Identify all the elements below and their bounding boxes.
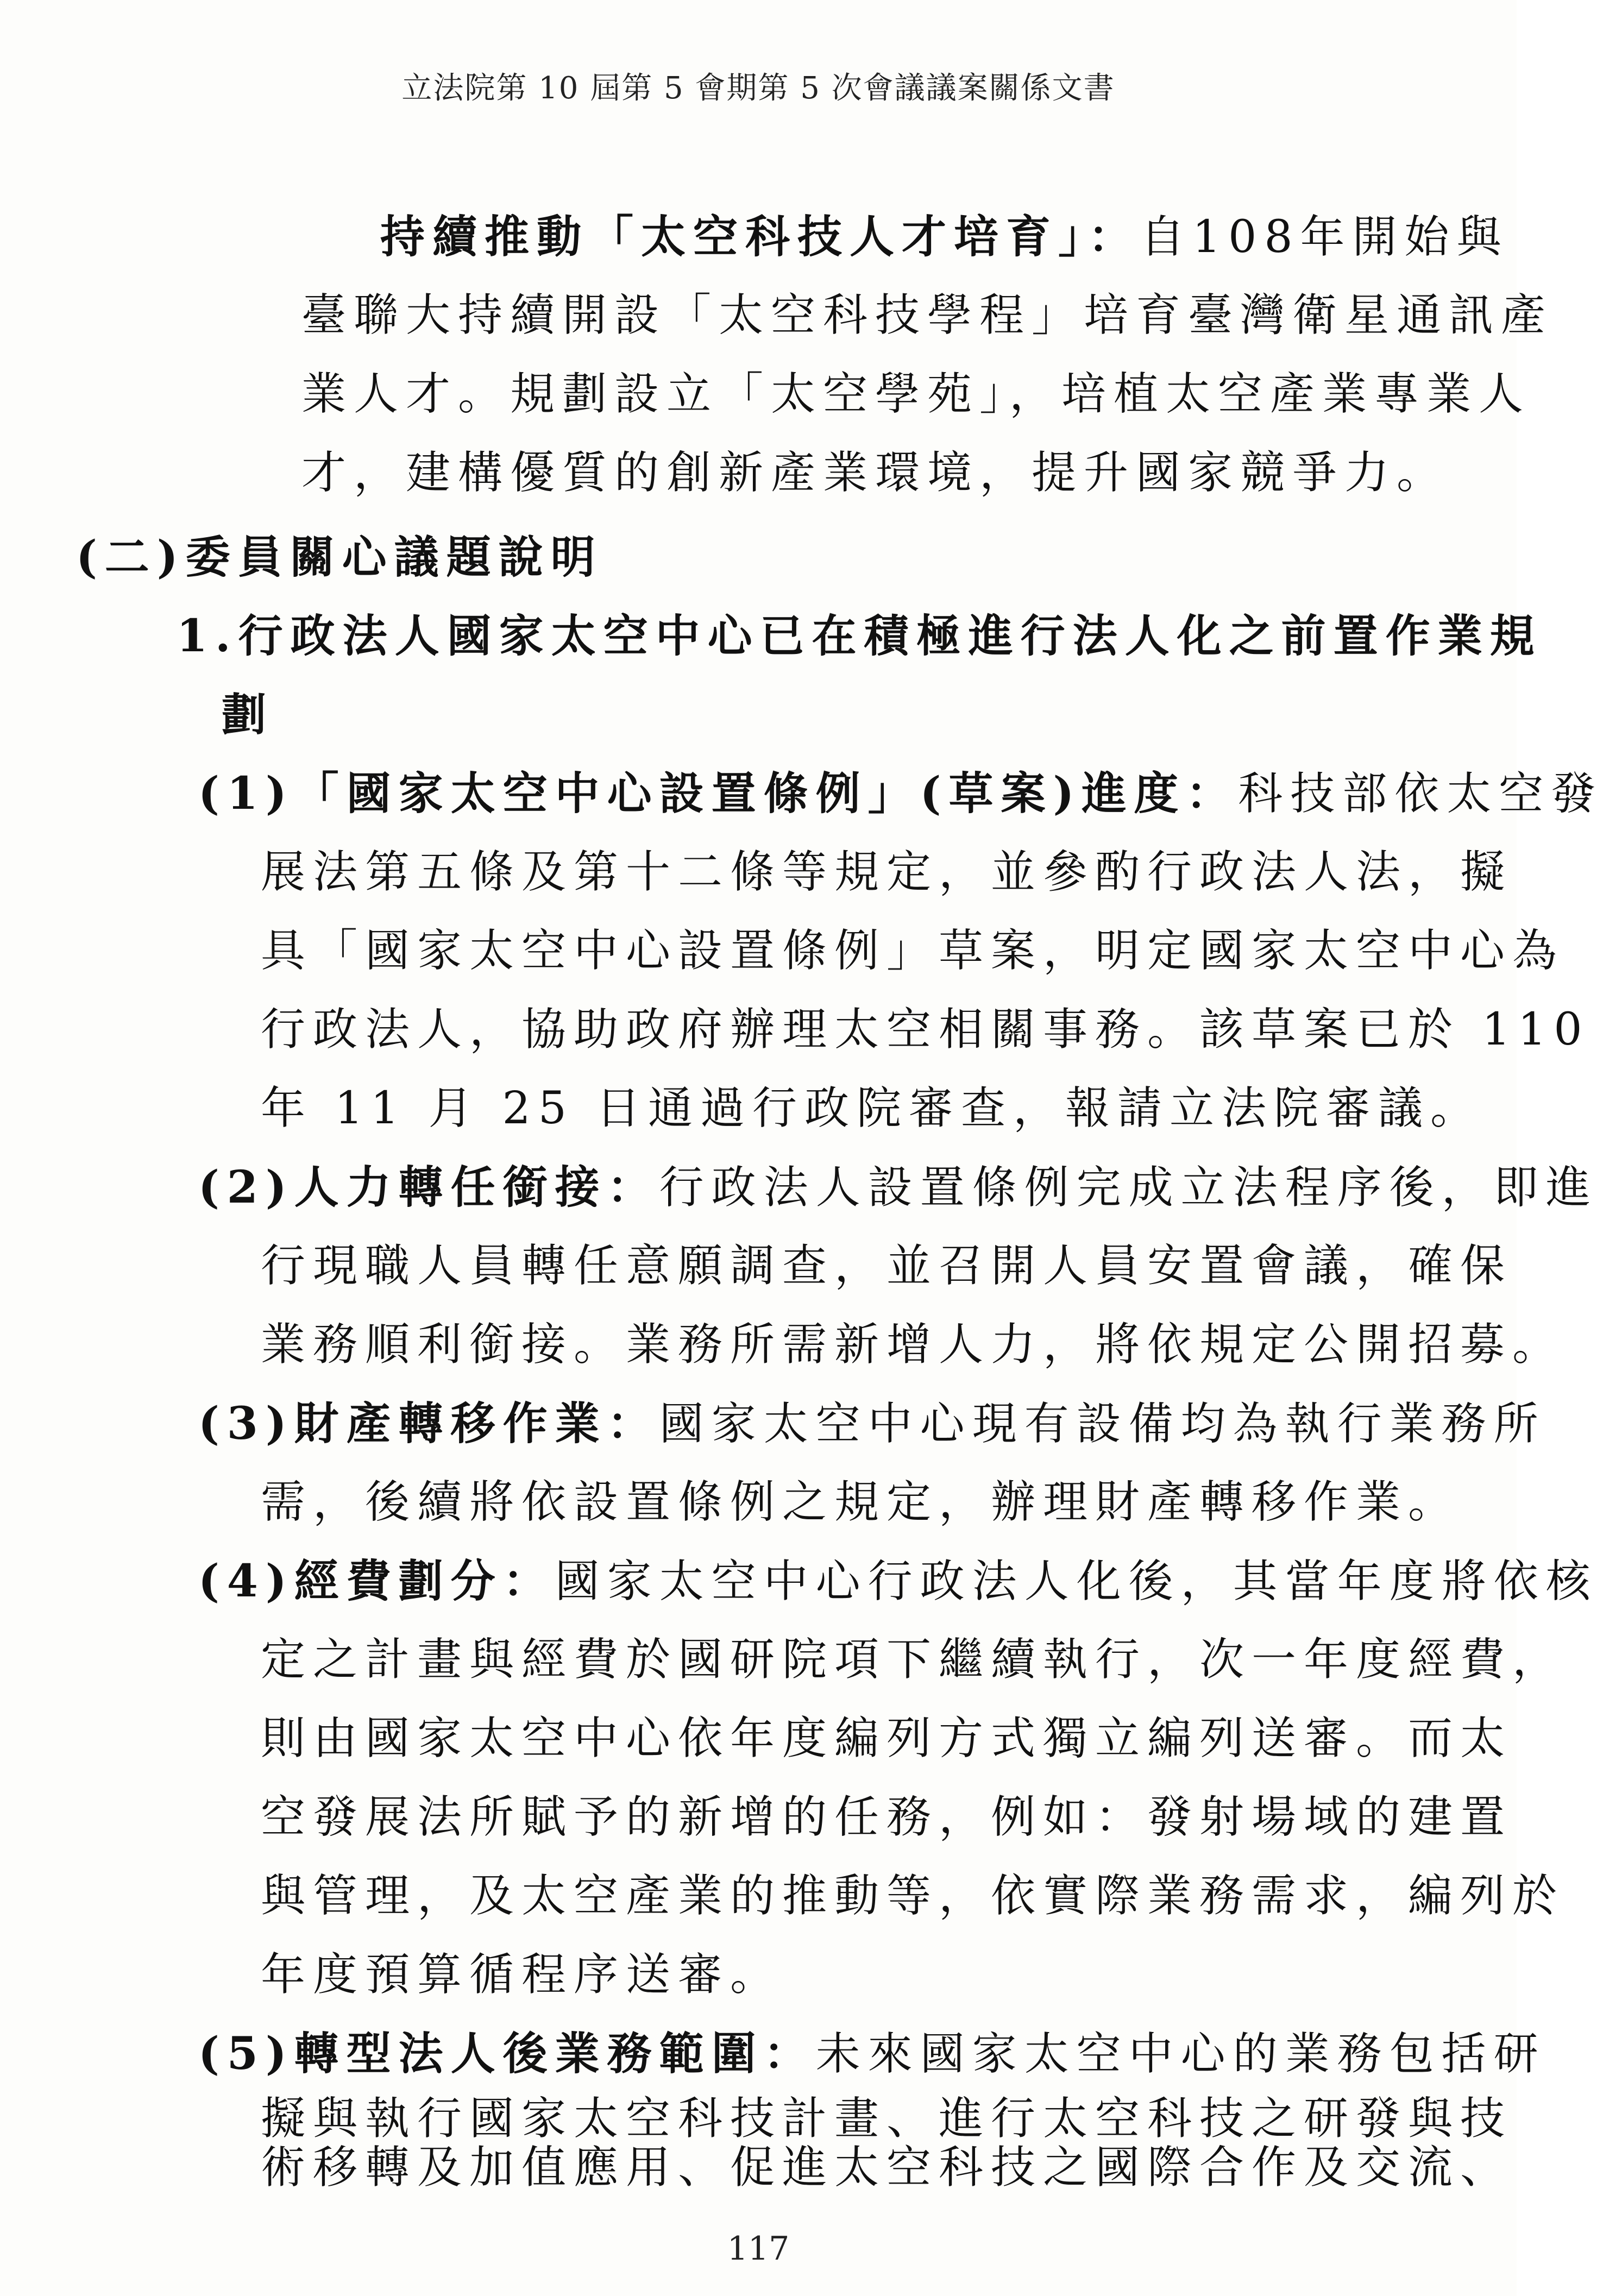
subitem-5-line-2: 擬與執行國家太空科技計畫、進行太空科技之研發與技 xyxy=(261,2093,1513,2144)
subitem-4-line-6: 年度預算循程序送審。 xyxy=(261,1949,783,2001)
subitem-4-line-2: 定之計畫與經費於國研院項下繼續執行，次一年度經費， xyxy=(261,1634,1565,1685)
subitem-1-line-5: 年 11 月 25 日通過行政院審查，報請立法院審議。 xyxy=(261,1083,1482,1134)
subitem-5-line-3: 術移轉及加值應用、促進太空科技之國際合作及交流、 xyxy=(261,2142,1513,2193)
subitem-1-line-1 xyxy=(198,768,1603,820)
subitem-2-line-1 xyxy=(198,1161,1598,1213)
subitem-4-line-4: 空發展法所賦予的新增的任務，例如：發射場域的建置 xyxy=(261,1791,1513,1843)
subitem-3-text: 國家太空中心現有設備均為執行業務所 xyxy=(659,1398,1546,1450)
intro-line-1 xyxy=(380,211,1509,263)
item-1-line-1: 1.行政法人國家太空中心已在積極進行法人化之前置作業規 xyxy=(177,610,1542,662)
subitem-1-label: (1)「國家太空中心設置條例」(草案)進度： xyxy=(198,768,1239,820)
subitem-1-line-4: 行政法人，協助政府辦理太空相關事務。該草案已於 110 xyxy=(261,1004,1590,1055)
subitem-4-line-5: 與管理，及太空產業的推動等，依實際業務需求，編列於 xyxy=(261,1870,1565,1922)
subitem-1-line-2: 展法第五條及第十二條等規定，並參酌行政法人法，擬 xyxy=(261,846,1513,898)
subitem-3-label: (3)財產轉移作業： xyxy=(198,1398,659,1450)
subitem-5-line-1 xyxy=(198,2028,1546,2080)
page-number: 117 xyxy=(727,2230,790,2268)
subitem-4-text: 國家太空中心行政法人化後，其當年度將依核 xyxy=(555,1556,1598,1607)
subitem-5-label: (5)轉型法人後業務範圍： xyxy=(198,2028,816,2080)
intro-text: 自108年開始與 xyxy=(1140,211,1509,263)
intro-line-2: 臺聯大持續開設「太空科技學程」培育臺灣衛星通訊產 xyxy=(301,290,1554,341)
item-1-line-2: 劃 xyxy=(222,689,274,741)
intro-line-4: 才，建構優質的創新產業環境，提升國家競爭力。 xyxy=(301,447,1449,499)
subitem-2-line-2: 行現職人員轉任意願調查，並召開人員安置會議，確保 xyxy=(261,1240,1513,1292)
intro-line-3: 業人才。規劃設立「太空學苑」，培植太空產業專業人 xyxy=(301,368,1531,420)
subitem-1-text: 科技部依太空發 xyxy=(1238,768,1603,820)
subitem-4-label: (4)經費劃分： xyxy=(198,1555,555,1607)
subitem-2-line-3: 業務順利銜接。業務所需新增人力，將依規定公開招募。 xyxy=(261,1319,1565,1370)
section-heading: (二)委員關心議題說明 xyxy=(76,531,603,583)
subitem-4-line-3: 則由國家太空中心依年度編列方式獨立編列送審。而太 xyxy=(261,1713,1513,1764)
subitem-4-line-1 xyxy=(198,1555,1598,1607)
subitem-1-line-3: 具「國家太空中心設置條例」草案，明定國家太空中心為 xyxy=(261,925,1565,977)
subitem-2-text: 行政法人設置條例完成立法程序後，即進 xyxy=(659,1162,1598,1213)
subitem-3-line-1 xyxy=(198,1398,1546,1450)
intro-heading: 持續推動「太空科技人才培育」： xyxy=(380,211,1141,263)
subitem-2-label: (2)人力轉任銜接： xyxy=(198,1161,659,1213)
document-header: 立法院第 10 屆第 5 會期第 5 次會議議案關係文書 xyxy=(401,71,1115,106)
subitem-5-text: 未來國家太空中心的業務包括研 xyxy=(815,2028,1546,2080)
subitem-3-line-2: 需，後續將依設置條例之規定，辦理財產轉移作業。 xyxy=(261,1476,1461,1528)
